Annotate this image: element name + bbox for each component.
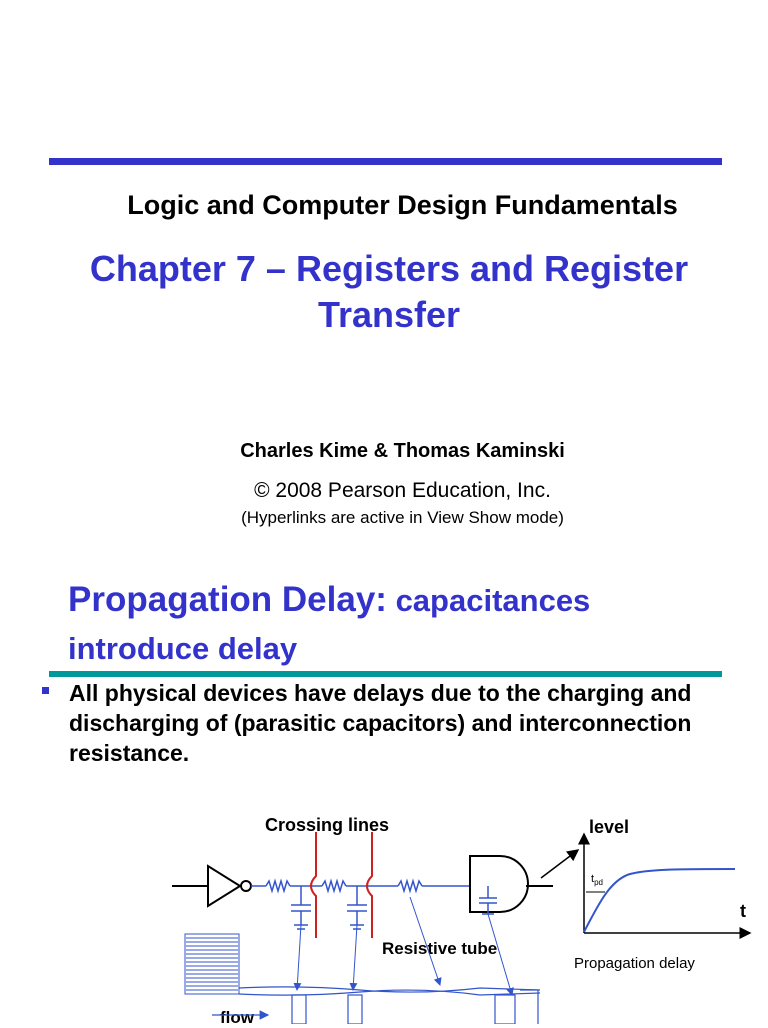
tpd-label: $t_{pd}$ — [591, 873, 603, 888]
propagation-delay-caption: Propagation delay — [574, 955, 695, 972]
t-axis-label: t — [740, 901, 746, 921]
crossing-lines-label: Crossing lines — [265, 815, 390, 835]
water-tank-icon — [185, 934, 239, 994]
hyperlink-note: (Hyperlinks are active in View Show mode) — [241, 508, 564, 527]
authors: Charles Kime & Thomas Kaminski — [240, 440, 565, 462]
course-title: Logic and Computer Design Fundamentals — [127, 190, 678, 220]
inverter-icon — [208, 866, 251, 906]
graph-pointer-arrow — [541, 850, 578, 878]
rc-wire — [251, 881, 470, 891]
slide-title-main: Propagation Delay: — [68, 580, 387, 619]
capacitor-icon — [291, 886, 367, 929]
slide-title-sub: capacitances introduce delay — [68, 583, 591, 666]
chapter-title: Chapter 7 – Registers and Register Transfer — [89, 248, 689, 335]
flow-label: flow — [220, 1008, 254, 1027]
bullet-text: All physical devices have delays due to the charging and discharging of (parasitic capacitors) and interconnection resistance. — [69, 680, 692, 766]
copyright: © 2008 Pearson Education, Inc. — [254, 479, 551, 502]
level-label: level — [589, 817, 630, 837]
delay-graph — [584, 834, 750, 933]
resistive-tube-label: Resistive tube — [382, 939, 498, 958]
resistive-tube-icon — [212, 987, 540, 1024]
